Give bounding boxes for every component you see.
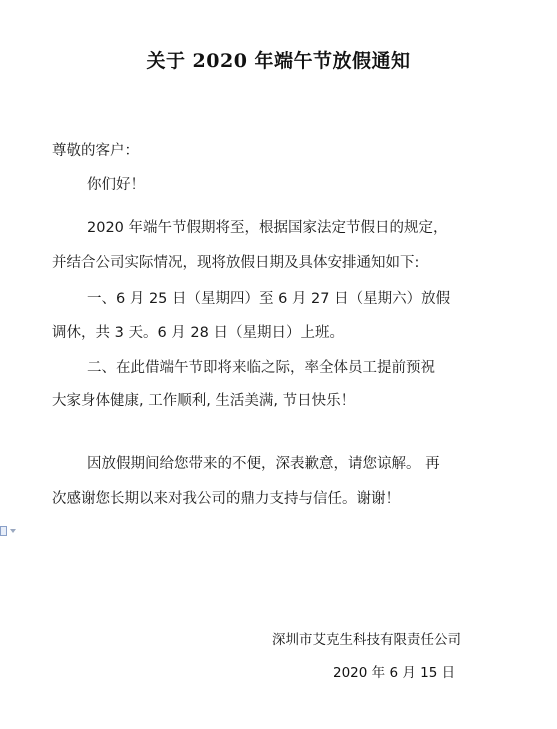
greeting: 尊敬的客户：	[52, 143, 139, 159]
document-icon	[0, 526, 7, 536]
salutation: 你们好！	[87, 177, 145, 193]
page-title: 关于 2020 年端午节放假通知	[146, 50, 411, 72]
signature-company: 深圳市艾克生科技有限责任公司	[272, 632, 461, 648]
paragraph-2-line-2: 调休，共 3 天。6 月 28 日（星期日）上班。	[52, 325, 344, 341]
paragraph-4-line-2: 次感谢您长期以来对我公司的鼎力支持与信任。谢谢！	[52, 491, 400, 507]
paragraph-4-line-1: 因放假期间给您带来的不便，深表歉意，请您谅解。 再	[87, 456, 440, 472]
signature-date: 2020 年 6 月 15 日	[333, 665, 456, 681]
paragraph-3-line-1: 二、在此借端午节即将来临之际，率全体员工提前预祝	[87, 360, 435, 376]
chevron-down-icon	[10, 529, 16, 533]
document-options-icon[interactable]	[0, 524, 20, 538]
paragraph-3-line-2: 大家身体健康, 工作顺利, 生活美满, 节日快乐！	[52, 393, 356, 409]
paragraph-2-line-1: 一、6 月 25 日（星期四）至 6 月 27 日（星期六）放假	[87, 291, 451, 307]
paragraph-1-line-1: 2020 年端午节假期将至，根据国家法定节假日的规定，	[87, 220, 448, 236]
paragraph-1-line-2: 并结合公司实际情况，现将放假日期及具体安排通知如下:	[52, 255, 420, 271]
